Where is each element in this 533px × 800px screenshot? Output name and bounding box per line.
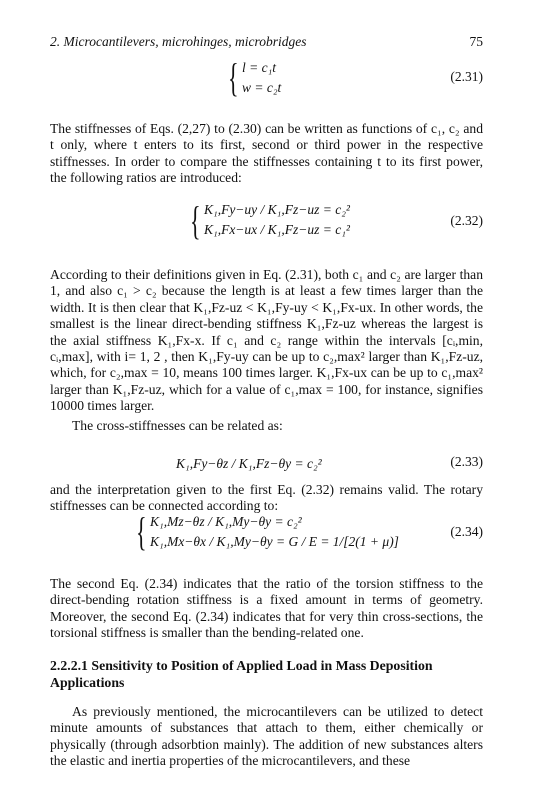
equation-2-32 <box>204 200 350 240</box>
equation-line: l = c₁t <box>242 60 277 75</box>
paragraph: The cross-stiffnesses can be related as: <box>72 418 283 433</box>
paragraph: According to their definitions given in Eq. (2.31), both c₁ and c₂ are larger than 1, and also c₁ > c₂ because the length is at least a few times larger than the width. It is then clear that K₁,Fz-uz < K₁,Fy-uy < K₁,Fx-ux. In other words, the smallest is the linear direct-bending stiffness K₁,Fz-uz whereas the largest is the axial stiffness K₁,Fx-x. If c₁ and c₂ range within the intervals [cᵢ,min, cᵢ,max], with i= 1, 2 , then K₁,Fy-uy can be up to c₂,max² larger than K₁,Fz-uz, which, for c₂,max = 10, means 100 times larger. K₁,Fx-ux can be up to c₁,max² larger than K₁,Fz-uz, which for a value of c₁,max = 100, for instance, signifies 10000 times larger. <box>50 267 483 414</box>
running-header <box>50 34 483 52</box>
equation-line: K₁,Fy−θz / K₁,Fz−θy = c₂² <box>176 456 322 471</box>
page-number: 75 <box>469 34 483 49</box>
equation-number: (2.33) <box>450 454 483 469</box>
equation-line: K₁,Fx−ux / K₁,Fz−uz = c₁² <box>204 222 350 237</box>
equation-line: K₁,Fy−uy / K₁,Fz−uz = c₂² <box>204 202 350 217</box>
section-heading: 2.2.2.1 Sensitivity to Position of Applied Load in Mass Deposition Applications <box>50 658 433 690</box>
equation-line: w = c₂t <box>242 80 282 95</box>
paragraph: The second Eq. (2.34) indicates that the ratio of the torsion stiffness to the direct-bending rotation stiffness is a fixed amount in terms of geometry. Moreover, the second Eq. (2.34) indicates that for very thin cross-sections, the torsional stiffness is smaller than the bending-related one. <box>50 576 483 641</box>
equation-number: (2.31) <box>450 69 483 84</box>
paragraph: The stiffnesses of Eqs. (2,27) to (2.30) can be written as functions of c₁, c₂ and t only, where t enters to its first, second or third power in the respective stiffnesses. In order to compare the stiffnesses containing t to its first power, the following ratios are introduced: <box>50 121 483 186</box>
equation-number: (2.34) <box>450 524 483 539</box>
equation-2-34 <box>150 512 399 552</box>
equation-number: (2.32) <box>450 213 483 228</box>
equation-brace: { <box>190 198 201 243</box>
paragraph: As previously mentioned, the microcantilevers can be utilized to detect minute amounts of substances that attach to them, either chemically or physically (through adsorbtion mainly). The addition of new substances alters the elastic and inertia properties of the microcantilevers, and these <box>50 704 483 769</box>
equation-2-33 <box>176 454 322 474</box>
chapter-title: 2. Microcantilevers, microhinges, microbridges <box>50 34 307 49</box>
equation-brace: { <box>228 55 239 100</box>
paragraph: and the interpretation given to the first Eq. (2.32) remains valid. The rotary stiffnesses can be connected according to: <box>50 482 483 514</box>
equation-line: K₁,Mx−θx / K₁,My−θy = G / E = 1/[2(1 + μ)] <box>150 534 399 549</box>
equation-line: K₁,Mz−θz / K₁,My−θy = c₂² <box>150 514 302 529</box>
equation-2-31 <box>242 58 281 98</box>
equation-brace: { <box>136 509 147 554</box>
